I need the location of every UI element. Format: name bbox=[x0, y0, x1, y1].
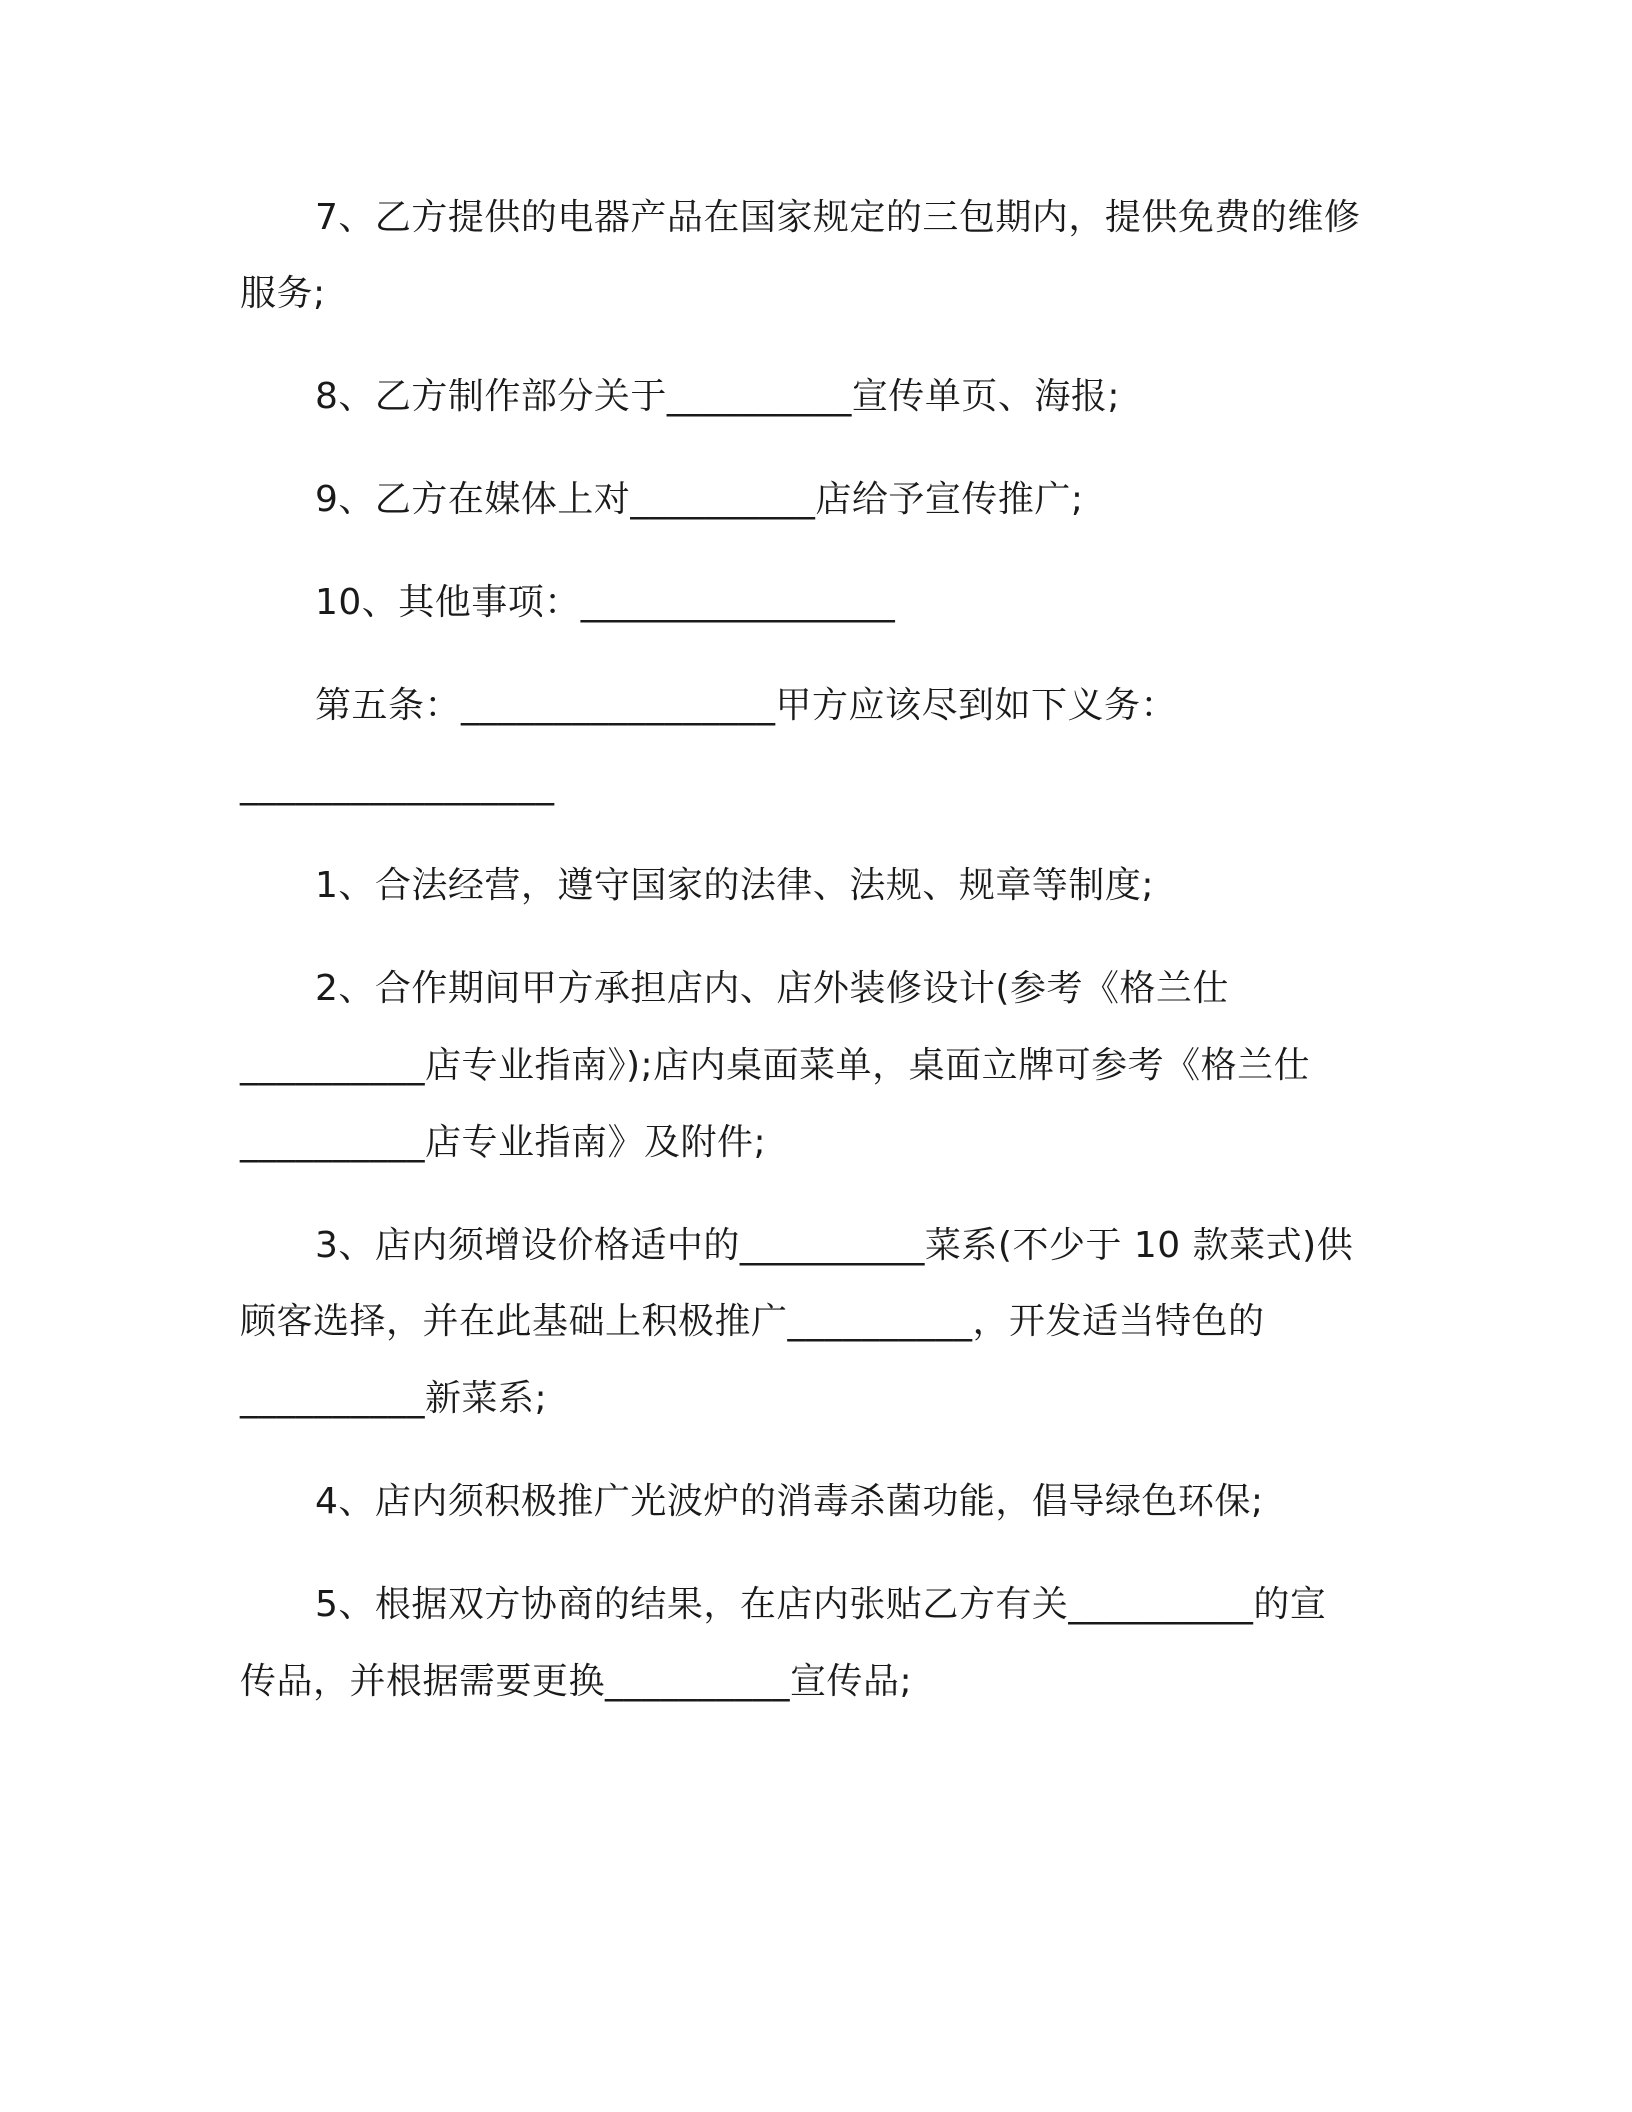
clause-7-line-2: 服务; bbox=[240, 273, 326, 314]
clause-8: 8、乙方制作部分关于__________宣传单页、海报; bbox=[315, 376, 1121, 417]
obligation-1: 1、合法经营，遵守国家的法律、法规、规章等制度; bbox=[315, 865, 1155, 906]
obligation-5-line-2: 传品，并根据需要更换__________宣传品; bbox=[240, 1661, 913, 1702]
obligation-2-line-2: __________店专业指南》);店内桌面菜单，桌面立牌可参考《格兰仕 bbox=[240, 1045, 1311, 1086]
obligation-4: 4、店内须积极推广光波炉的消毒杀菌功能，倡导绿色环保; bbox=[315, 1481, 1264, 1522]
obligation-5-line-1: 5、根据双方协商的结果，在店内张贴乙方有关__________的宣 bbox=[315, 1584, 1327, 1625]
clause-7-line-1: 7、乙方提供的电器产品在国家规定的三包期内，提供免费的维修 bbox=[315, 197, 1361, 238]
article-5-blank: _________________ bbox=[240, 765, 555, 806]
article-5-heading: 第五条：_________________甲方应该尽到如下义务： bbox=[315, 685, 1178, 726]
obligation-3-line-2: 顾客选择，并在此基础上积极推广__________，开发适当特色的 bbox=[240, 1301, 1265, 1342]
obligation-3-line-1: 3、店内须增设价格适中的__________菜系(不少于 10 款菜式)供 bbox=[315, 1225, 1354, 1266]
obligation-2-line-3: __________店专业指南》及附件; bbox=[240, 1122, 767, 1163]
obligation-3-line-3: __________新菜系; bbox=[240, 1378, 548, 1419]
clause-9: 9、乙方在媒体上对__________店给予宣传推广; bbox=[315, 479, 1084, 520]
clause-10: 10、其他事项：_________________ bbox=[315, 582, 896, 623]
obligation-2-line-1: 2、合作期间甲方承担店内、店外装修设计(参考《格兰仕 bbox=[315, 968, 1229, 1009]
